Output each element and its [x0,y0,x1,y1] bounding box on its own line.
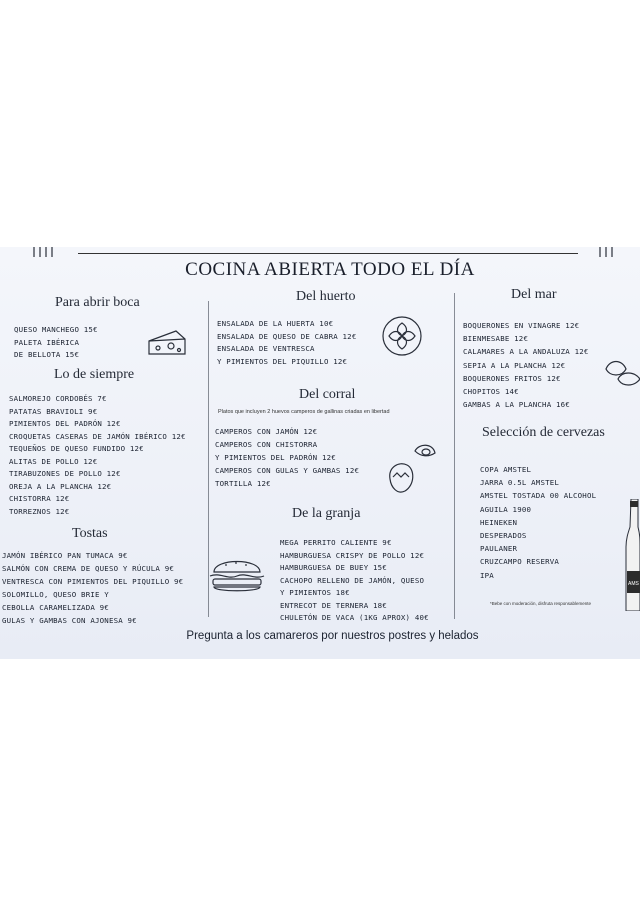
menu-item: COPA AMSTEL [480,465,532,474]
list-del-huerto [217,318,357,368]
menu-item: Y PIMIENTOS 18€ [280,588,350,597]
list-del-mar [463,319,589,411]
heading-del-mar: Del mar [511,287,557,302]
list-para-abrir-boca [14,324,98,362]
menu-item: BOQUERONES FRITOS 12€ [463,373,561,383]
menu-item: CROQUETAS CASERAS DE JAMÓN IBÉRICO 12€ [9,431,186,441]
heading-para-abrir-boca: Para abrir boca [55,295,140,310]
menu-item: IPA [480,570,494,580]
beer-bottle-icon [622,499,640,611]
menu-item: HAMBURGUESA CRISPY DE POLLO 12€ [280,550,425,560]
heading-del-huerto: Del huerto [296,289,356,304]
menu-item: HEINEKEN [480,517,518,527]
menu-item: Y PIMIENTOS DEL PIQUILLO 12€ [217,356,348,366]
menu-item: OREJA A LA PLANCHA 12€ [9,481,112,491]
menu-item: PATATAS BRAVIOLI 9€ [9,406,98,416]
menu-item: CRUZCAMPO RESERVA [480,557,560,567]
menu-item: TORTILLA 12€ [215,479,271,488]
menu-item: SEPIA A LA PLANCHA 12€ [463,360,566,370]
cutlery-icon-right [596,247,624,259]
burger-icon [206,552,268,594]
menu-item: JAMÓN IBÉRICO PAN TUMACA 9€ [2,551,128,560]
list-de-la-granja [280,537,429,625]
menu-item: CAMPEROS CON CHISTORRA [215,440,318,449]
column-divider-2 [454,293,455,619]
menu-item: TEQUEÑOS DE QUESO FUNDIDO 12€ [9,444,144,453]
vegetable-icon [379,313,425,359]
menu-item: ENSALADA DE QUESO DE CABRA 12€ [217,331,357,341]
del-corral-note: Platos que incluyen 2 huevos camperos de gallinas criadas en libertad [218,409,390,415]
menu-item: CEBOLLA CARAMELIZADA 9€ [2,603,109,612]
heading-tostas: Tostas [72,526,108,541]
menu-item: DESPERADOS [480,531,527,541]
cutlery-icon-left [30,247,58,259]
menu-item: BOQUERONES EN VINAGRE 12€ [463,321,580,330]
menu-item: ALITAS DE POLLO 12€ [9,456,98,466]
menu-item: VENTRESCA CON PIMIENTOS DEL PIQUILLO 9€ [2,577,184,586]
menu-item: TIRABUZONES DE POLLO 12€ [9,469,121,478]
fish-icon [602,355,640,387]
menu-item: MEGA PERRITO CALIENTE 9€ [280,538,392,547]
menu-title: COCINA ABIERTA TODO EL DÍA [185,259,475,280]
heading-de-la-granja: De la granja [292,506,361,521]
menu-item: QUESO MANCHEGO 15€ [14,325,98,334]
menu-item: TORREZNOS 12€ [9,506,70,516]
menu-item: JARRA 0.5L AMSTEL [480,478,560,488]
cheese-icon [146,327,188,359]
menu-item: ENSALADA DE VENTRESCA [217,344,315,353]
list-del-corral [215,425,359,490]
menu-item: SALMOREJO CORDOBÉS 7€ [9,394,107,403]
menu-item: PIMIENTOS DEL PADRÓN 12€ [9,419,121,428]
menu-item: BIENMESABE 12€ [463,334,529,344]
list-tostas [2,549,183,627]
menu-item: AGUILA 1900 [480,504,532,514]
menu-item: CHULETÓN DE VACA (1KG APROX) 40€ [280,613,429,622]
menu-item: SOLOMILLO, QUESO BRIE Y [2,590,109,599]
menu-item: ENSALADA DE LA HUERTA 10€ [217,319,334,328]
heading-lo-de-siempre: Lo de siempre [54,367,135,382]
menu-item: CACHOPO RELLENO DE JAMÓN, QUESO [280,575,425,585]
menu-item: HAMBURGUESA DE BUEY 15€ [280,563,387,572]
menu-item: SALMÓN CON CREMA DE QUESO Y RÚCULA 9€ [2,564,175,573]
eggs-icon [385,441,439,497]
top-rule [78,253,578,254]
menu-item: GULAS Y GAMBAS CON AJONESA 9€ [2,616,137,625]
footer-note: Pregunta a los camareros por nuestros postres y helados [186,630,479,642]
heading-cervezas: Selección de cervezas [482,425,605,440]
heading-del-corral: Del corral [299,387,356,402]
list-lo-de-siempre [9,393,186,518]
list-cervezas [480,463,596,582]
bottle-label: AMS [628,581,639,587]
menu-item: CAMPEROS CON GULAS Y GAMBAS 12€ [215,466,360,475]
menu-item: CAMPEROS CON JAMÓN 12€ [215,427,318,436]
cervezas-note: *Bebe con moderación, disfruta responsablemente [490,601,592,606]
menu-item: AMSTEL TOSTADA 00 ALCOHOL [480,491,597,501]
menu-sheet [0,247,640,659]
menu-item: CHOPITOS 14€ [463,387,519,397]
menu-item: PAULANER [480,544,518,554]
menu-item: PALETA IBÉRICA [14,337,80,347]
menu-item: DE BELLOTA 15€ [14,350,80,359]
menu-item: Y PIMIENTOS DEL PADRÓN 12€ [215,453,336,462]
menu-item: CALAMARES A LA ANDALUZA 12€ [463,347,589,357]
menu-item: ENTRECOT DE TERNERA 18€ [280,600,387,610]
menu-item: GAMBAS A LA PLANCHA 16€ [463,400,570,410]
menu-item: CHISTORRA 12€ [9,494,70,503]
